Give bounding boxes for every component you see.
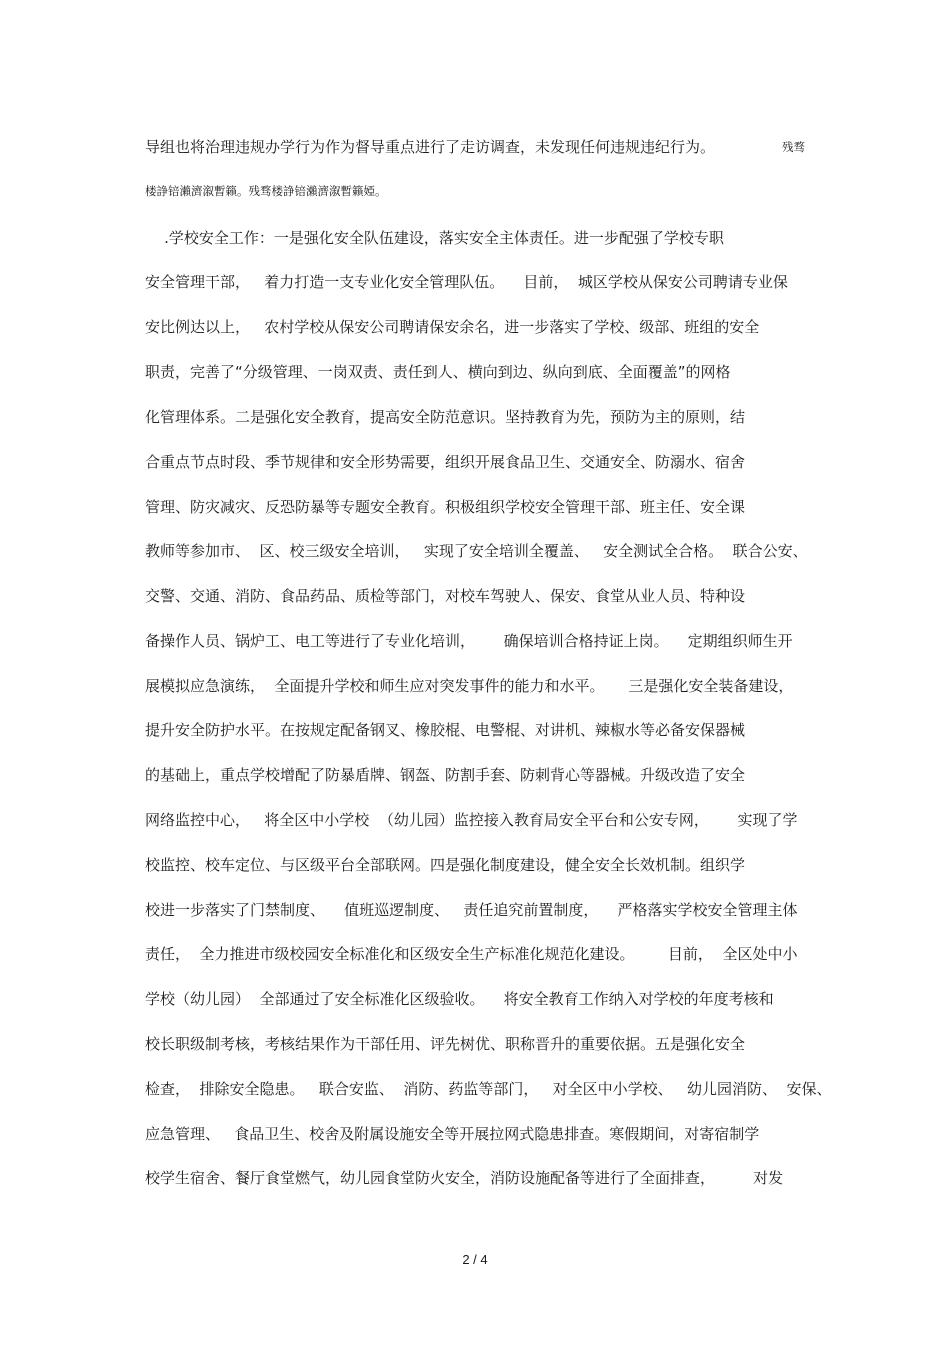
- text-line: 导组也将治理违规办学行为作为督导重点进行了走访调查，未发现任何违规违纪行为。: [145, 138, 716, 156]
- text-line: .学校安全工作：一是强化安全队伍建设，落实安全主体责任。进一步配强了学校专职: [145, 229, 724, 247]
- text-line: 展模拟应急演练， 全面提升学校和师生应对突发事件的能力和水平。 三是强化安全装备建设，: [145, 677, 794, 695]
- text-line: 楼諍锫瀨濟溆暫籟。残骛楼諍锫瀨濟溆暫籟婭。: [145, 184, 387, 198]
- text-line: 校监控、校车定位、与区级平台全部联网。四是强化制度建设，健全安全长效机制。组织学: [145, 856, 746, 874]
- text-line: 学校（幼儿园） 全部通过了安全标准化区级验收。 将安全教育工作纳入对学校的年度考核和: [145, 990, 774, 1008]
- text-line: 校学生宿舍、餐厅食堂燃气，幼儿园食堂防火安全，消防设施配备等进行了全面排查， 对发: [145, 1169, 784, 1187]
- text-line: 提升安全防护水平。在按规定配备钢叉、橡胶棍、电警棍、对讲机、辣椒水等必备安保器械: [145, 721, 746, 739]
- page-number: 2 / 4: [462, 1252, 488, 1267]
- text-line: 管理、防灾减灾、反恐防暴等专题安全教育。积极组织学校安全管理干部、班主任、安全课: [145, 498, 746, 516]
- side-note: 残骛: [782, 140, 805, 154]
- text-line: 教师等参加市、 区、校三级安全培训， 实现了安全培训全覆盖、 安全测试全合格。 联合公安、: [145, 542, 808, 560]
- text-line: 安全管理干部， 着力打造一支专业化安全管理队伍。 目前， 城区学校从保安公司聘请专业保: [145, 273, 788, 291]
- text-line: 校长职级制考核，考核结果作为干部任用、评先树优、职称晋升的重要依据。五是强化安全: [145, 1035, 746, 1053]
- text-line: 责任， 全力推进市级校园安全标准化和区级安全生产标准化规范化建设。 目前， 全区处中小: [145, 945, 798, 963]
- text-line: 网络监控中心， 将全区中小学校 （幼儿园）监控接入教育局安全平台和公安专网， 实现了学: [145, 811, 798, 829]
- text-line: 职责，完善了“分级管理、一岗双责、责任到人、横向到边、纵向到底、全面覆盖”的网格: [145, 363, 731, 381]
- text-line: 应急管理、 食品卫生、校舍及附属设施安全等开展拉网式隐患排查。寒假期间，对寄宿制学: [145, 1125, 760, 1143]
- text-line: 合重点节点时段、季节规律和安全形势需要，组织开展食品卫生、交通安全、防溺水、宿舍: [145, 453, 746, 471]
- text-line: 检查， 排除安全隐患。 联合安监、 消防、药监等部门， 对全区中小学校、 幼儿园消防、 安保、: [145, 1080, 832, 1098]
- text-line: 的基础上，重点学校增配了防暴盾牌、钢盔、防割手套、防刺背心等器械。升级改造了安全: [145, 766, 746, 784]
- text-line: 交警、交通、消防、食品药品、质检等部门，对校车驾驶人、保安、食堂从业人员、特种设: [145, 587, 746, 605]
- text-line: 校进一步落实了门禁制度、 值班巡逻制度、 责任追究前置制度， 严格落实学校安全管理主体: [145, 901, 798, 919]
- text-line: 安比例达以上， 农村学校从保安公司聘请保安余名，进一步落实了学校、级部、班组的安全: [145, 318, 760, 336]
- text-line: 化管理体系。二是强化安全教育，提高安全防范意识。坚持教育为先，预防为主的原则，结: [145, 408, 746, 426]
- text-line: 备操作人员、锅炉工、电工等进行了专业化培训， 确保培训合格持证上岗。 定期组织师生开: [145, 632, 793, 650]
